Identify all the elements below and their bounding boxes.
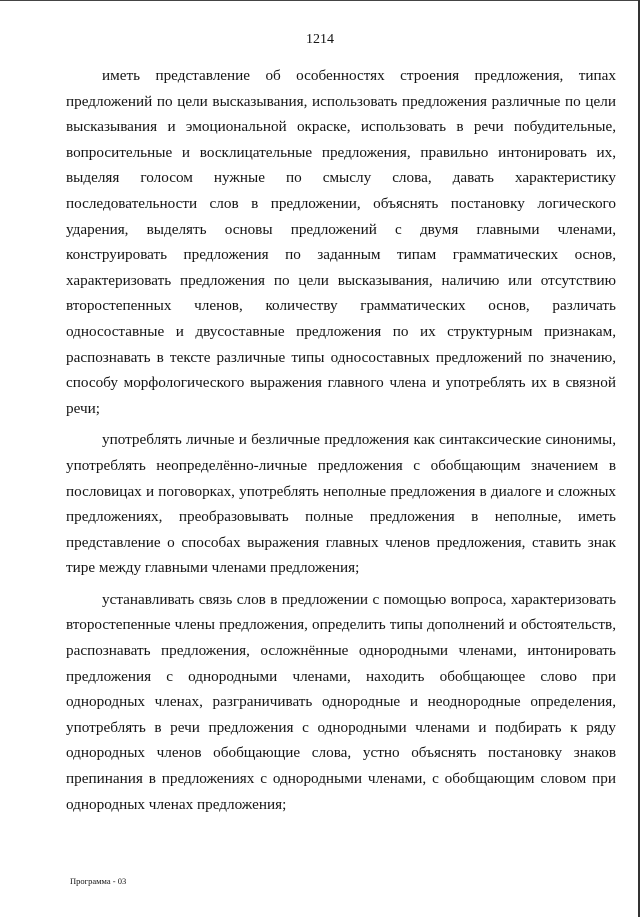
paragraph-2: употреблять личные и безличные предложения как синтаксические синонимы, употреблять неопределённо-личные предложения с обобщающим значением в пословицах и поговорках, употреблять неполные предложения в диалоге и сложных предложениях, преобразовывать полные предложения в неполные, иметь представление о способах выражения главных членов предложения, ставить знак тире между главными членами предложения;: [66, 431, 616, 577]
footer-label: Программа - 03: [70, 876, 127, 886]
paragraph-3: устанавливать связь слов в предложении с помощью вопроса, характеризовать второстепенные члены предложения, определить типы дополнений и обстоятельств, распознавать предложения, осложнённые однородными членами, интонировать предложения с однородными членами, находить обобщающее слово при однородных членах, разграничивать однородные и неоднородные определения, употреблять в речи предложения с однородными членами и подбирать к ряду однородных членов обобщающие слова, устно объяснять постановку знаков препинания в предложениях с однородными членами, с обобщающим словом при однородных членах предложения;: [66, 590, 616, 813]
scan-edge-top: [0, 0, 640, 1]
body-text: [66, 63, 616, 823]
page-number: 1214: [306, 32, 334, 47]
paragraph-1: иметь представление об особенностях строения предложения, типах предложений по цели высказывания, использовать предложения различные по цели высказывания и эмоциональной окраске, использовать в речи побудительные, вопросительные и восклицательные предложения, правильно интонировать их, выделяя голосом нужные по смыслу слова, давать характеристику последовательности слов в предложении, объяснять постановку логического ударения, выделять основы предложений с двумя главными членами, конструировать предложения по заданным типам грамматических основ, характеризовать предложения по цели высказывания, наличию или отсутствию второстепенных членов, количеству грамматических основ, различать односоставные и двусоставные предложения по их структурным признакам, распознавать в тексте различные типы односоставных предложений по значению, способу морфологического выражения главного члена и употреблять их в связной речи;: [66, 67, 616, 417]
